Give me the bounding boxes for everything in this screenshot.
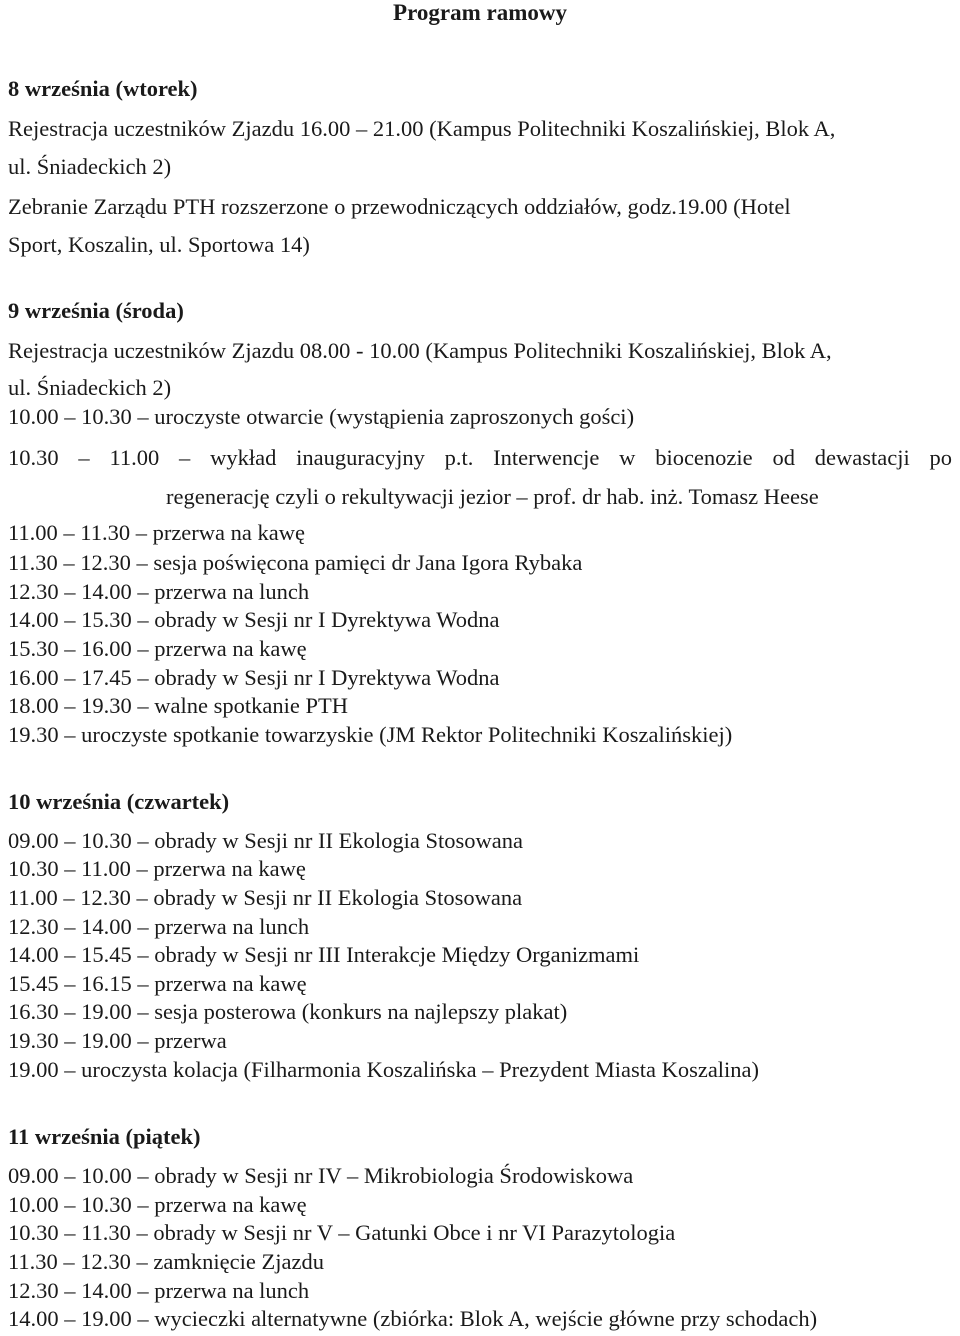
day-3-heading: 10 września (czwartek)	[8, 789, 230, 814]
day-4-line: 12.30 – 14.00 – przerwa na lunch	[8, 1278, 310, 1303]
day-3-line: 19.00 – uroczysta kolacja (Filharmonia Koszalińska – Prezydent Miasta Koszalina)	[8, 1057, 760, 1082]
day-3-line: 12.30 – 14.00 – przerwa na lunch	[8, 914, 310, 939]
day-2-heading: 9 września (środa)	[8, 298, 184, 323]
day-1-heading: 8 września (wtorek)	[8, 76, 198, 101]
day-3-line: 16.30 – 19.00 – sesja posterowa (konkurs na najlepszy plakat)	[8, 999, 568, 1024]
day-4-heading: 11 września (piątek)	[8, 1124, 201, 1149]
page-title: Program ramowy	[393, 0, 567, 25]
day-2-line: regenerację czyli o rekultywacji jezior – prof. dr hab. inż. Tomasz Heese	[166, 484, 819, 509]
day-4-line: 10.00 – 10.30 – przerwa na kawę	[8, 1192, 307, 1217]
day-2-line: 11.30 – 12.30 – sesja poświęcona pamięci dr Jana Igora Rybaka	[8, 550, 583, 575]
day-2-line: ul. Śniadeckich 2)	[8, 375, 172, 400]
day-2-line: 10.30 – 11.00 – wykład inauguracyjny p.t. Interwencje w biocenozie od dewastacji po	[8, 445, 952, 470]
day-4-line: 10.30 – 11.30 – obrady w Sesji nr V – Gatunki Obce i nr VI Parazytologia	[8, 1220, 676, 1245]
day-2-line: 19.30 – uroczyste spotkanie towarzyskie (JM Rektor Politechniki Koszalińskiej)	[8, 722, 733, 747]
day-3-line: 15.45 – 16.15 – przerwa na kawę	[8, 971, 307, 996]
day-4-line: 09.00 – 10.00 – obrady w Sesji nr IV – Mikrobiologia Środowiskowa	[8, 1163, 634, 1188]
day-2-line: 18.00 – 19.30 – walne spotkanie PTH	[8, 693, 348, 718]
day-2-line: 16.00 – 17.45 – obrady w Sesji nr I Dyrektywa Wodna	[8, 665, 500, 690]
day-3-line: 11.00 – 12.30 – obrady w Sesji nr II Ekologia Stosowana	[8, 885, 523, 910]
day-1-line: Rejestracja uczestników Zjazdu 16.00 – 21.00 (Kampus Politechniki Koszalińskiej, Blok A,	[8, 116, 836, 141]
day-3-line: 19.30 – 19.00 – przerwa	[8, 1028, 227, 1053]
day-2-line: 11.00 – 11.30 – przerwa na kawę	[8, 520, 305, 545]
day-2-line: 15.30 – 16.00 – przerwa na kawę	[8, 636, 307, 661]
day-1-line: ul. Śniadeckich 2)	[8, 154, 172, 179]
day-2-line: 12.30 – 14.00 – przerwa na lunch	[8, 579, 310, 604]
day-2-line: Rejestracja uczestników Zjazdu 08.00 - 10.00 (Kampus Politechniki Koszalińskiej, Blok A,	[8, 338, 832, 363]
day-3-line: 14.00 – 15.45 – obrady w Sesji nr III Interakcje Między Organizmami	[8, 942, 640, 967]
day-1-line: Zebranie Zarządu PTH rozszerzone o przewodniczących oddziałów, godz.19.00 (Hotel	[8, 194, 791, 219]
day-2-line: 14.00 – 15.30 – obrady w Sesji nr I Dyrektywa Wodna	[8, 607, 500, 632]
day-2-line: 10.00 – 10.30 – uroczyste otwarcie (wystąpienia zaproszonych gości)	[8, 404, 635, 429]
day-4-line: 11.30 – 12.30 – zamknięcie Zjazdu	[8, 1249, 324, 1274]
day-4-line: 14.00 – 19.00 – wycieczki alternatywne (zbiórka: Blok A, wejście główne przy schodach)	[8, 1306, 818, 1331]
day-3-line: 10.30 – 11.00 – przerwa na kawę	[8, 856, 306, 881]
day-1-line: Sport, Koszalin, ul. Sportowa 14)	[8, 232, 310, 257]
day-3-line: 09.00 – 10.30 – obrady w Sesji nr II Ekologia Stosowana	[8, 828, 523, 853]
